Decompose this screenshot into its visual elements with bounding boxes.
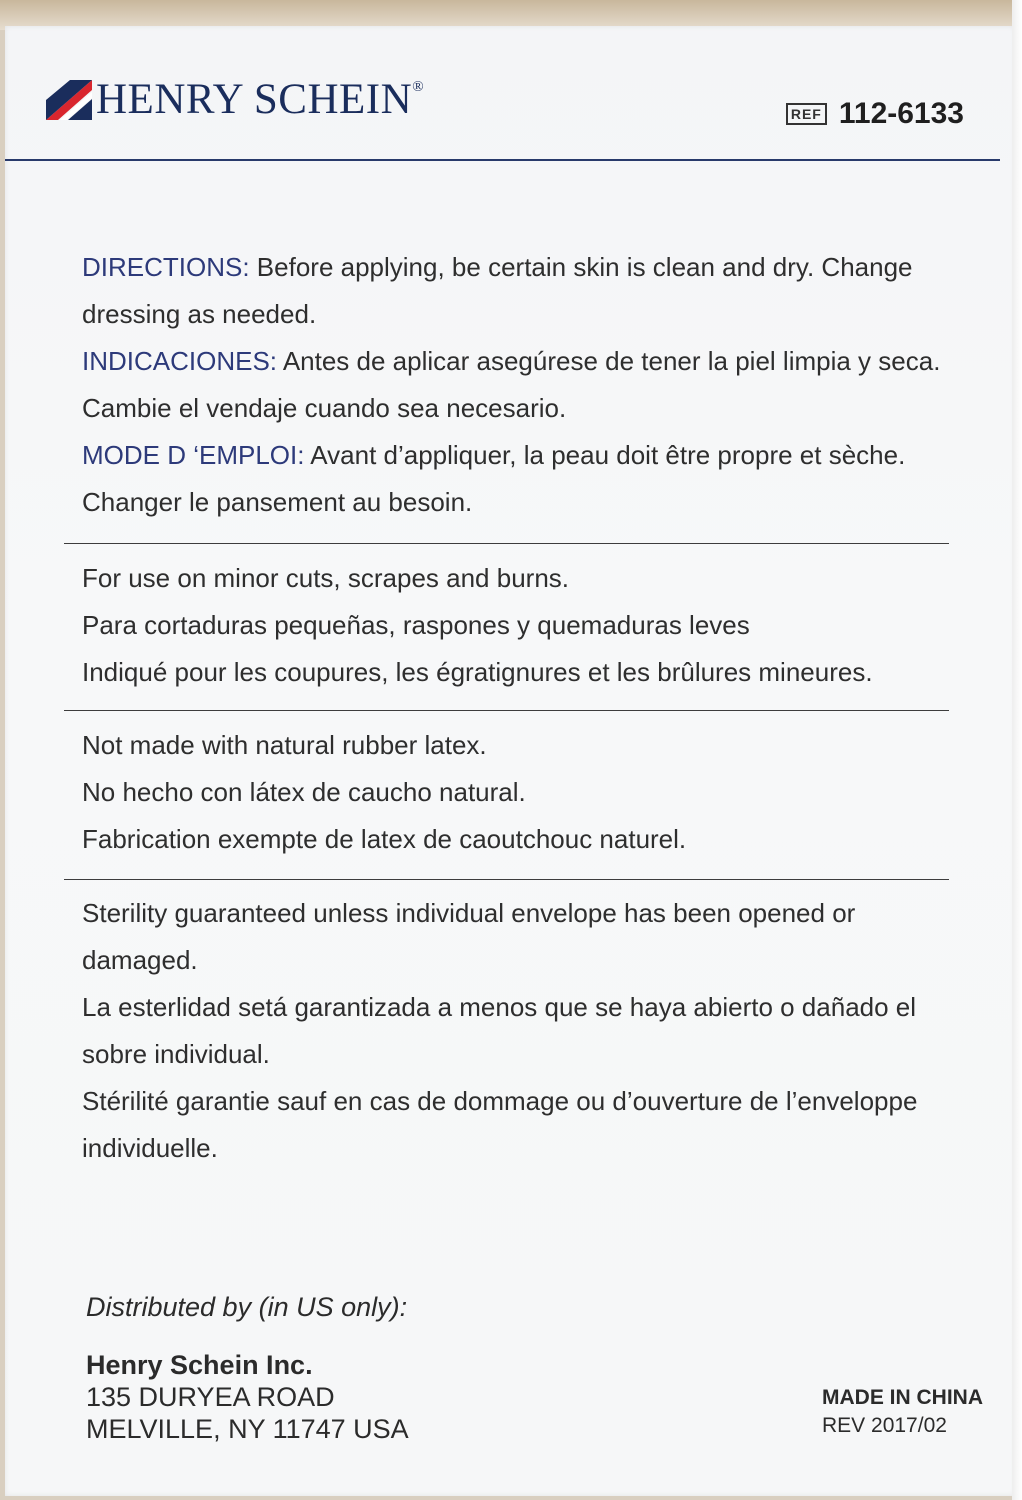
distributor-address-1: 135 DURYEA ROAD [86, 1382, 335, 1412]
latex-line: Not made with natural rubber latex. [82, 730, 487, 760]
usage-section [82, 555, 962, 696]
distributor-address-2: MELVILLE, NY 11747 USA [86, 1414, 409, 1444]
registered-mark: ® [412, 79, 425, 95]
mode-emploi-label: MODE D ‘EMPLOI: [82, 440, 305, 470]
sterility-line: individuelle. [82, 1133, 218, 1163]
latex-line: No hecho con látex de caucho natural. [82, 777, 526, 807]
latex-line: Fabrication exempte de latex de caoutchouc naturel. [82, 824, 687, 854]
indicaciones-continuation: Cambie el vendaje cuando sea necesario. [82, 393, 567, 423]
directions-es [82, 338, 962, 385]
sterility-line: Sterility guaranteed unless individual envelope has been opened or [82, 898, 856, 928]
distributed-by-label: Distributed by (in US only): [86, 1292, 408, 1322]
section-divider [64, 710, 949, 711]
header-divider [5, 159, 1000, 161]
sterility-line: La esterlidad setá garantizada a menos que se haya abierto o dañado el [82, 992, 917, 1022]
logo-wordmark [96, 78, 424, 121]
made-in-label: MADE IN CHINA [822, 1386, 983, 1409]
usage-line: Para cortaduras pequeñas, raspones y quemaduras leves [82, 610, 750, 640]
section-divider [64, 879, 949, 880]
directions-en [82, 244, 962, 291]
ref-number: 112-6133 [838, 97, 964, 130]
henry-schein-logo [46, 78, 424, 121]
indicaciones-label: INDICACIONES: [82, 346, 278, 376]
sterility-section [82, 890, 962, 1172]
section-divider [64, 543, 949, 544]
directions-label: DIRECTIONS: [82, 252, 250, 282]
distributor-block [86, 1292, 409, 1445]
mode-emploi-continuation: Changer le pansement au besoin. [82, 487, 473, 517]
logo-name: HENRY SCHEIN [96, 76, 413, 123]
directions-section [82, 244, 962, 526]
usage-line: Indiqué pour les coupures, les égratignures et les brûlures mineures. [82, 657, 873, 687]
usage-line: For use on minor cuts, scrapes and burns. [82, 563, 570, 593]
ref-symbol: REF [786, 103, 827, 125]
sterility-line: Stérilité garantie sauf en cas de dommage ou d’ouverture de l’enveloppe [82, 1086, 918, 1116]
directions-continuation: dressing as needed. [82, 299, 317, 329]
directions-text: Before applying, be certain skin is clean and dry. Change [249, 252, 913, 282]
mode-emploi-text: Avant d’appliquer, la peau doit être propre et sèche. [304, 440, 906, 470]
latex-section [82, 722, 962, 863]
indicaciones-text: Antes de aplicar asegúrese de tener la piel limpia y seca. [277, 346, 941, 376]
origin-block [822, 1384, 983, 1440]
logo-stripes-icon [46, 80, 92, 120]
box-edge [1012, 0, 1022, 1500]
reference [786, 97, 964, 131]
sterility-line: damaged. [82, 945, 198, 975]
revision-label: REV 2017/02 [822, 1414, 947, 1437]
sterility-line: sobre individual. [82, 1039, 270, 1069]
directions-fr [82, 432, 962, 479]
distributor-company: Henry Schein Inc. [86, 1350, 313, 1380]
